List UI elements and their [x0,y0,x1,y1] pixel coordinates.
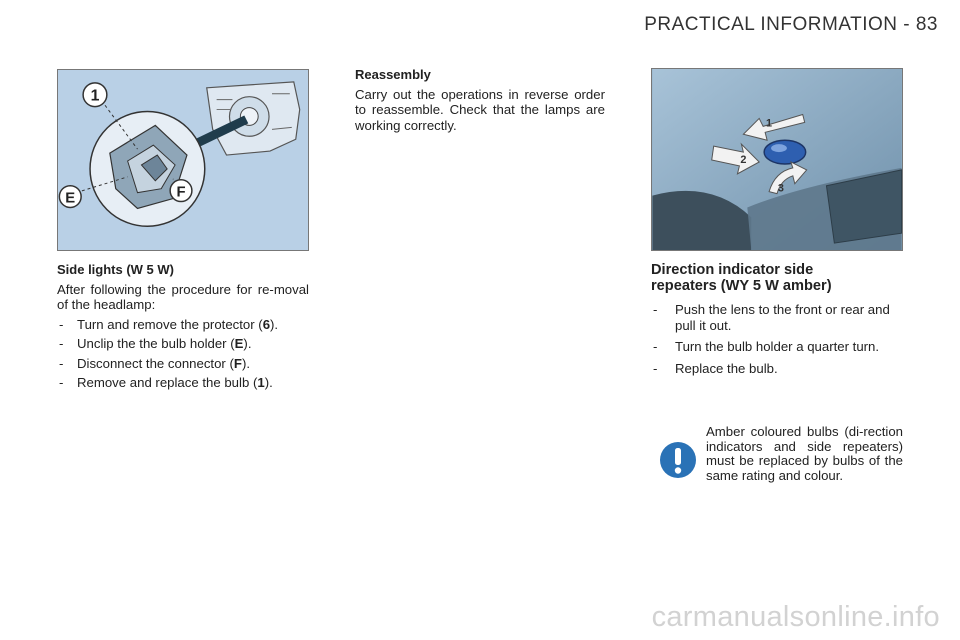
warning-note [659,425,905,495]
svg-text:2: 2 [740,153,747,166]
svg-text:E: E [65,190,76,207]
svg-text:F: F [176,184,186,201]
side-lights-heading: Side lights (W 5 W) [57,262,174,277]
list-item: - Unclip the the bulb holder (E). [57,336,309,352]
side-lights-intro: After following the procedure for re-moval of the headlamp: [57,281,309,312]
list-item: - Disconnect the connector (F). [57,356,309,372]
callout-f [170,180,192,202]
callout-3 [778,183,784,195]
warning-text: Amber coloured bulbs (di-rection indicators and side repeaters) must be replaced by bulbs of the same rating and colour. [706,424,903,483]
direction-indicator-section [651,262,904,382]
callout-e [59,186,81,208]
callout-2 [740,154,746,166]
list-item: - Replace the bulb. [651,361,904,377]
side-lights-steps [57,317,309,391]
side-repeater-drawing [652,69,902,250]
list-item: - Push the lens to the front or rear and pull it out. [651,302,904,333]
direction-indicator-steps [651,302,904,376]
side-light-illustration [57,69,309,251]
direction-indicator-heading: Direction indicator side repeaters (WY 5 W amber) [651,262,832,294]
svg-text:3: 3 [777,182,784,195]
side-light-drawing [58,70,308,250]
list-item: - Remove and replace the bulb (1). [57,375,309,391]
list-item: - Turn and remove the protector (6). [57,317,309,333]
svg-text:1: 1 [766,117,773,130]
side-lights-section [57,262,309,395]
exclamation-icon [659,441,697,479]
side-repeater-illustration [651,68,903,251]
reassembly-text: Carry out the operations in reverse order to reassemble. Check that the lamps are working correctly. [355,86,605,133]
list-item: - Turn the bulb holder a quarter turn. [651,339,904,355]
callout-1 [766,117,772,129]
page-header: PRACTICAL INFORMATION - 83 [644,14,938,35]
callout-1 [83,83,107,107]
reassembly-heading: Reassembly [355,67,431,82]
svg-text:1: 1 [90,87,100,105]
watermark: carmanualsonline.info [651,601,940,633]
reassembly-section [355,67,605,137]
